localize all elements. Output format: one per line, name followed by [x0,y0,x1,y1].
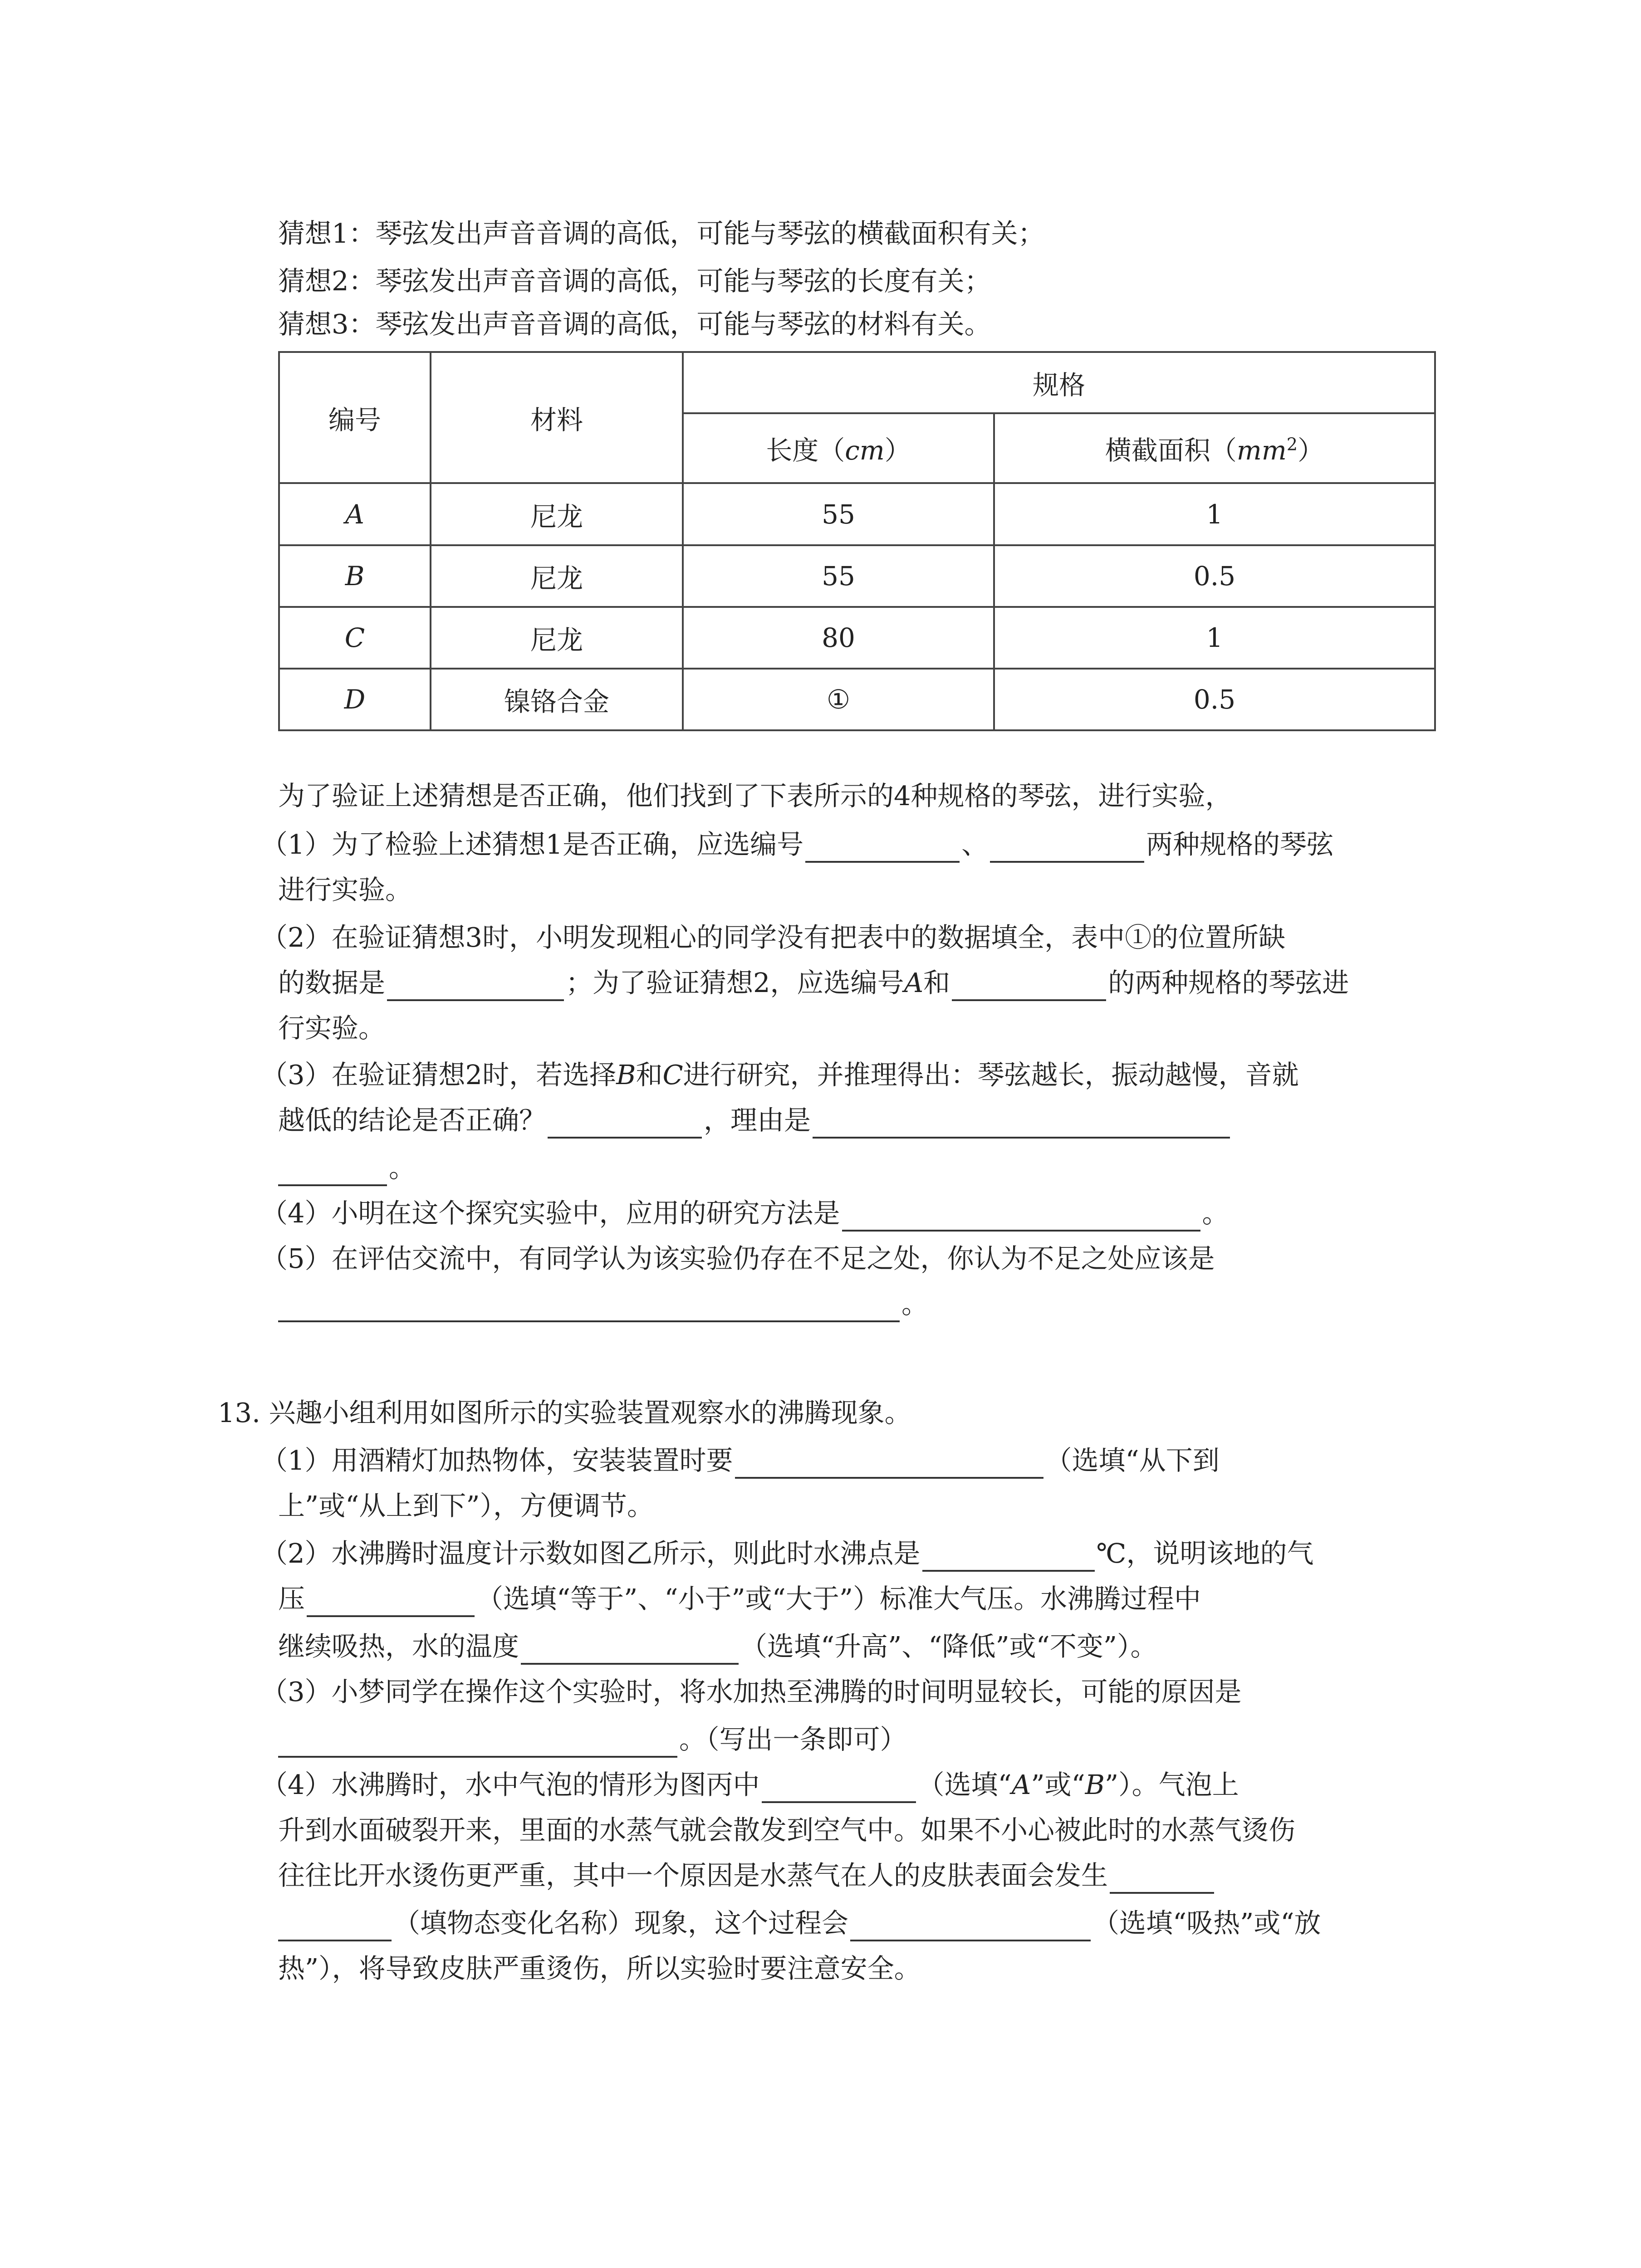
q13-stem: 13. 兴趣小组利用如图所示的实验装置观察水的沸腾现象。 [218,1397,911,1428]
q13-part3-cont: 。（写出一条即可） [278,1721,907,1758]
guess-3: 猜想3：琴弦发出声音音调的高低，可能与琴弦的材料有关。 [278,308,991,340]
cell-area: 0.5 [994,545,1435,607]
cell-area: 1 [994,607,1435,669]
q13-part4-line2: 升到水面破裂开来，里面的水蒸气就会散发到空气中。如果不小心被此时的水蒸气烫伤 [278,1814,1296,1846]
q13-part4: （4）水沸腾时，水中气泡的情形为图丙中 （选填“A”或“B”）。气泡上 [261,1767,1239,1803]
table-row [279,483,1435,545]
cell-material: 镍铬合金 [431,669,683,730]
q12-part2: （2）在验证猜想3时，小明发现粗心的同学没有把表中的数据填全，表中①的位置所缺 [261,922,1286,953]
q13-part2-end: 继续吸热，水的温度 （选填“升高”、“降低”或“不变”）。 [278,1628,1157,1665]
q13-part4-line4: （填物态变化名称）现象，这个过程会 （选填“吸热”或“放 [278,1905,1321,1941]
answer-blank[interactable] [990,833,1144,863]
cell-material: 尼龙 [431,483,683,545]
answer-blank[interactable] [521,1635,739,1665]
cell-id: A [279,483,431,545]
cell-material: 尼龙 [431,545,683,607]
answer-blank[interactable] [278,1292,900,1322]
cell-material: 尼龙 [431,607,683,669]
cell-length: 55 [683,545,994,607]
q13-part4-line3: 往往比开水烫伤更严重，其中一个原因是水蒸气在人的皮肤表面会发生 [278,1857,1216,1894]
header-area: 横截面积$(mm^2)$ [994,413,1435,483]
header-material: 材料 [431,352,683,483]
answer-blank[interactable] [1110,1864,1214,1894]
table-row [279,669,1435,730]
guess-2: 猜想2：琴弦发出声音音调的高低，可能与琴弦的长度有关； [278,265,991,297]
q12-part3-end: 。 [278,1150,416,1186]
string-spec-table [278,351,1436,731]
answer-blank[interactable] [922,1542,1095,1572]
q12-part4: （4）小明在这个探究实验中，应用的研究方法是 。 [261,1195,1229,1232]
q13-part2-cont: 压 （选填“等于”、“小于”或“大于”）标准大气压。水沸腾过程中 [278,1581,1201,1617]
q12-part3: （3）在验证猜想2时，若选择B和C进行研究，并推理得出：琴弦越长，振动越慢，音就 [261,1059,1299,1090]
q13-part4-line5: 热”），将导致皮肤严重烫伤，所以实验时要注意安全。 [278,1953,921,1984]
q13-part2: （2）水沸腾时温度计示数如图乙所示，则此时水沸点是 ℃，说明该地的气 [261,1535,1314,1572]
q12-part3-cont: 越低的结论是否正确？ ，理由是 [278,1102,1232,1139]
table-row [279,607,1435,669]
cell-length: 80 [683,607,994,669]
cell-id: B [279,545,431,607]
answer-blank[interactable] [813,1109,1230,1139]
answer-blank[interactable] [842,1202,1200,1232]
cell-length: 55 [683,483,994,545]
table-row [279,545,1435,607]
q12-part2-end: 行实验。 [278,1012,386,1044]
q13-part3: （3）小梦同学在操作这个实验时，将水加热至沸腾的时间明显较长，可能的原因是 [261,1676,1242,1707]
answer-blank[interactable] [952,971,1106,1001]
answer-blank[interactable] [278,1156,387,1186]
q12-part1: （1）为了检验上述猜想1是否正确，应选编号 、 两种规格的琴弦 [261,826,1333,863]
cell-area: 1 [994,483,1435,545]
q13-part1: （1）用酒精灯加热物体，安装装置时要 （选填“从下到 [261,1442,1220,1479]
header-id: 编号 [279,352,431,483]
answer-blank[interactable] [307,1587,475,1617]
cell-area: 0.5 [994,669,1435,730]
cell-length: ① [683,669,994,730]
cell-id: D [279,669,431,730]
answer-blank[interactable] [278,1728,677,1758]
answer-blank[interactable] [548,1109,702,1139]
q13-part1-cont: 上”或“从上到下”），方便调节。 [278,1490,654,1521]
answer-blank[interactable] [805,833,960,863]
q12-part5: （5）在评估交流中，有同学认为该实验仍存在不足之处，你认为不足之处应该是 [261,1243,1215,1274]
answer-blank[interactable] [735,1449,1043,1479]
header-spec: 规格 [683,352,1435,413]
answer-blank[interactable] [850,1911,1091,1941]
guess-1: 猜想1：琴弦发出声音音调的高低，可能与琴弦的横截面积有关； [278,218,1045,249]
q12-intro: 为了验证上述猜想是否正确，他们找到了下表所示的4种规格的琴弦，进行实验， [278,780,1232,811]
q12-part2-cont: 的数据是 ；为了验证猜想2，应选编号A和 的两种规格的琴弦进 [278,965,1349,1001]
answer-blank[interactable] [278,1911,392,1941]
q12-part5-cont: 。 [278,1286,928,1322]
cell-id: C [279,607,431,669]
q12-part1-cont: 进行实验。 [278,874,412,905]
answer-blank[interactable] [387,971,564,1001]
answer-blank[interactable] [762,1773,916,1803]
header-length: 长度（cm） [683,413,994,483]
